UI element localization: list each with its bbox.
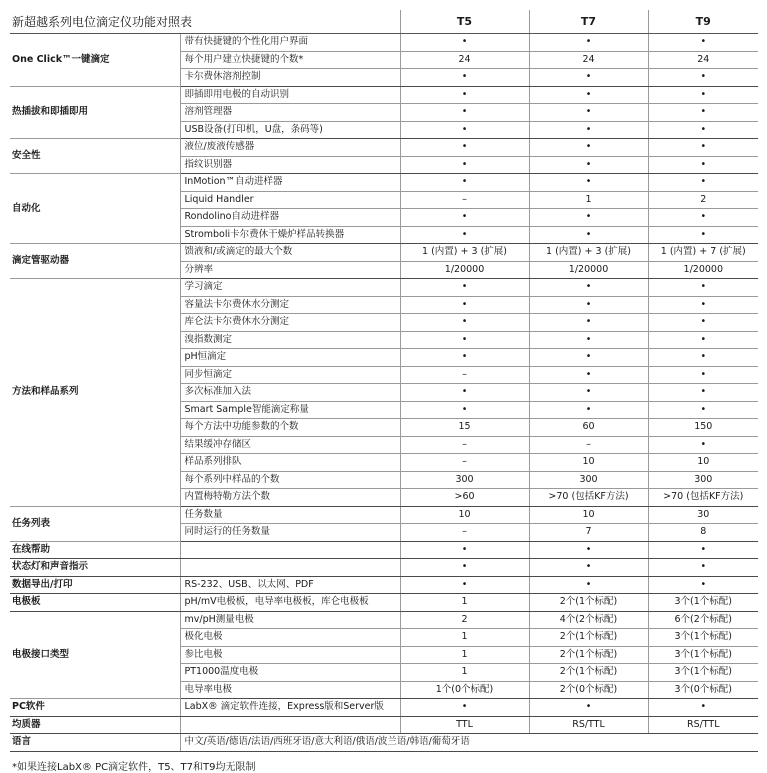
table-row xyxy=(10,139,758,157)
feature-cell: 样品系列排队 xyxy=(180,454,400,472)
feature-cell: RS-232、USB、以太网、PDF xyxy=(180,576,400,594)
category-cell: PC软件 xyxy=(10,699,180,717)
header-row xyxy=(10,10,758,34)
feature-cell: 容量法卡尔费休水分测定 xyxy=(180,296,400,314)
language-row xyxy=(10,734,758,752)
column-header-t7: T7 xyxy=(529,10,648,34)
value-cell-t7: 24 xyxy=(529,51,648,69)
value-cell-t9: 1 (内置) + 7 (扩展) xyxy=(648,244,758,262)
value-cell-t5: • xyxy=(400,576,529,594)
value-cell-t9: 3个(1个标配) xyxy=(648,629,758,647)
value-cell-t7: • xyxy=(529,34,648,52)
feature-cell: Stromboli卡尔费休干燥炉样品转换器 xyxy=(180,226,400,244)
value-cell-t9: • xyxy=(648,331,758,349)
value-cell-t9: 1/20000 xyxy=(648,261,758,279)
value-cell-t7: 10 xyxy=(529,454,648,472)
value-cell-t5: TTL xyxy=(400,716,529,734)
feature-cell: 指纹识别器 xyxy=(180,156,400,174)
value-cell-t7: 60 xyxy=(529,419,648,437)
value-cell-t9: • xyxy=(648,174,758,192)
value-cell-t7: • xyxy=(529,366,648,384)
value-cell-t5: 10 xyxy=(400,506,529,524)
category-cell: One Click™一键滴定 xyxy=(10,34,180,87)
value-cell-t5: • xyxy=(400,279,529,297)
table-row xyxy=(10,244,758,262)
feature-cell: 参比电极 xyxy=(180,646,400,664)
feature-cell: 每个系列中样品的个数 xyxy=(180,471,400,489)
value-cell-t7: • xyxy=(529,174,648,192)
table-row xyxy=(10,174,758,192)
table-row xyxy=(10,506,758,524)
value-cell-t5: 24 xyxy=(400,51,529,69)
value-cell-t9: 3个(1个标配) xyxy=(648,664,758,682)
value-cell-t5: – xyxy=(400,454,529,472)
feature-cell: 任务数量 xyxy=(180,506,400,524)
value-cell-t9: • xyxy=(648,156,758,174)
value-cell-t9: • xyxy=(648,699,758,717)
value-cell-t5: 1/20000 xyxy=(400,261,529,279)
table-title: 新超越系列电位滴定仪功能对照表 xyxy=(10,10,400,34)
language-list: 中文/英语/德语/法语/西班牙语/意大利语/俄语/波兰语/韩语/葡萄牙语 xyxy=(180,734,758,752)
value-cell-t5: 1 (内置) + 3 (扩展) xyxy=(400,244,529,262)
value-cell-t9: • xyxy=(648,226,758,244)
value-cell-t9: • xyxy=(648,576,758,594)
feature-cell: 同时运行的任务数量 xyxy=(180,524,400,542)
value-cell-t7: • xyxy=(529,331,648,349)
value-cell-t9: 2 xyxy=(648,191,758,209)
feature-cell: 库仑法卡尔费休水分测定 xyxy=(180,314,400,332)
value-cell-t7: • xyxy=(529,139,648,157)
value-cell-t5: • xyxy=(400,34,529,52)
feature-cell: 卡尔费休溶剂控制 xyxy=(180,69,400,87)
value-cell-t7: 1 (内置) + 3 (扩展) xyxy=(529,244,648,262)
value-cell-t9: • xyxy=(648,384,758,402)
value-cell-t5: • xyxy=(400,296,529,314)
feature-cell: 内置梅特勒方法个数 xyxy=(180,489,400,507)
feature-cell: 多次标准加入法 xyxy=(180,384,400,402)
feature-cell: 带有快捷键的个性化用户界面 xyxy=(180,34,400,52)
value-cell-t5: • xyxy=(400,86,529,104)
category-cell: 均质器 xyxy=(10,716,180,734)
value-cell-t5: – xyxy=(400,191,529,209)
category-cell: 任务列表 xyxy=(10,506,180,541)
category-cell: 自动化 xyxy=(10,174,180,244)
feature-cell: PT1000温度电极 xyxy=(180,664,400,682)
value-cell-t5: 1 xyxy=(400,646,529,664)
value-cell-t5: – xyxy=(400,366,529,384)
comparison-table xyxy=(10,10,758,752)
feature-cell: pH恒滴定 xyxy=(180,349,400,367)
table-row xyxy=(10,576,758,594)
category-cell: 在线帮助 xyxy=(10,541,180,559)
value-cell-t5: • xyxy=(400,209,529,227)
value-cell-t5: • xyxy=(400,384,529,402)
value-cell-t9: 3个(0个标配) xyxy=(648,681,758,699)
value-cell-t9: 24 xyxy=(648,51,758,69)
value-cell-t5: 15 xyxy=(400,419,529,437)
category-cell: 数据导出/打印 xyxy=(10,576,180,594)
value-cell-t5: • xyxy=(400,174,529,192)
value-cell-t7: 300 xyxy=(529,471,648,489)
value-cell-t9: 8 xyxy=(648,524,758,542)
value-cell-t5: 2 xyxy=(400,611,529,629)
value-cell-t7: >70 (包括KF方法) xyxy=(529,489,648,507)
value-cell-t9: • xyxy=(648,34,758,52)
feature-cell: InMotion™自动进样器 xyxy=(180,174,400,192)
table-row xyxy=(10,559,758,577)
value-cell-t7: • xyxy=(529,226,648,244)
feature-cell: pH/mV电极板，电导率电极板，库仑电极板 xyxy=(180,594,400,612)
feature-cell: Smart Sample智能滴定称量 xyxy=(180,401,400,419)
feature-cell: 分辨率 xyxy=(180,261,400,279)
column-header-t9: T9 xyxy=(648,10,758,34)
value-cell-t9: RS/TTL xyxy=(648,716,758,734)
value-cell-t7: • xyxy=(529,314,648,332)
value-cell-t7: 2个(1个标配) xyxy=(529,664,648,682)
value-cell-t9: 6个(2个标配) xyxy=(648,611,758,629)
table-row xyxy=(10,541,758,559)
value-cell-t5: 300 xyxy=(400,471,529,489)
value-cell-t9: • xyxy=(648,559,758,577)
value-cell-t5: – xyxy=(400,524,529,542)
value-cell-t7: • xyxy=(529,384,648,402)
value-cell-t5: • xyxy=(400,559,529,577)
value-cell-t5: • xyxy=(400,314,529,332)
value-cell-t9: • xyxy=(648,69,758,87)
feature-cell: 学习滴定 xyxy=(180,279,400,297)
value-cell-t9: • xyxy=(648,296,758,314)
value-cell-t7: • xyxy=(529,541,648,559)
table-row xyxy=(10,699,758,717)
value-cell-t5: • xyxy=(400,156,529,174)
feature-cell: 溴指数测定 xyxy=(180,331,400,349)
value-cell-t9: • xyxy=(648,314,758,332)
category-cell: 滴定管驱动器 xyxy=(10,244,180,279)
category-cell: 语言 xyxy=(10,734,180,752)
value-cell-t5: – xyxy=(400,436,529,454)
value-cell-t5: • xyxy=(400,401,529,419)
value-cell-t7: • xyxy=(529,121,648,139)
value-cell-t5: >60 xyxy=(400,489,529,507)
value-cell-t7: • xyxy=(529,104,648,122)
value-cell-t9: • xyxy=(648,86,758,104)
footnote: *如果连接LabX® PC滴定软件，T5、T7和T9均无限制 xyxy=(12,761,256,773)
feature-cell xyxy=(180,541,400,559)
value-cell-t7: 7 xyxy=(529,524,648,542)
value-cell-t5: • xyxy=(400,139,529,157)
table-row xyxy=(10,594,758,612)
value-cell-t5: 1 xyxy=(400,664,529,682)
feature-cell xyxy=(180,559,400,577)
value-cell-t5: 1 xyxy=(400,629,529,647)
value-cell-t5: • xyxy=(400,121,529,139)
value-cell-t7: • xyxy=(529,209,648,227)
value-cell-t7: • xyxy=(529,349,648,367)
feature-cell: Rondolino自动进样器 xyxy=(180,209,400,227)
value-cell-t9: • xyxy=(648,436,758,454)
value-cell-t7: 2个(0个标配) xyxy=(529,681,648,699)
value-cell-t7: RS/TTL xyxy=(529,716,648,734)
feature-cell: LabX® 滴定软件连接，Express版和Server版 xyxy=(180,699,400,717)
feature-cell: mv/pH测量电极 xyxy=(180,611,400,629)
value-cell-t9: • xyxy=(648,349,758,367)
column-header-t5: T5 xyxy=(400,10,529,34)
category-cell: 电极板 xyxy=(10,594,180,612)
value-cell-t7: – xyxy=(529,436,648,454)
value-cell-t7: • xyxy=(529,699,648,717)
value-cell-t7: 4个(2个标配) xyxy=(529,611,648,629)
feature-cell: 极化电极 xyxy=(180,629,400,647)
value-cell-t9: • xyxy=(648,366,758,384)
value-cell-t7: 2个(1个标配) xyxy=(529,629,648,647)
feature-cell xyxy=(180,716,400,734)
table-row xyxy=(10,716,758,734)
value-cell-t7: • xyxy=(529,559,648,577)
value-cell-t7: 2个(1个标配) xyxy=(529,594,648,612)
feature-cell: 即插即用电极的自动识别 xyxy=(180,86,400,104)
value-cell-t5: • xyxy=(400,699,529,717)
value-cell-t9: • xyxy=(648,104,758,122)
value-cell-t9: • xyxy=(648,401,758,419)
value-cell-t7: • xyxy=(529,279,648,297)
comparison-sheet xyxy=(10,10,758,773)
category-cell: 热插拔和即插即用 xyxy=(10,86,180,139)
feature-cell: 每个用户建立快捷键的个数* xyxy=(180,51,400,69)
feature-cell: 同步恒滴定 xyxy=(180,366,400,384)
value-cell-t7: • xyxy=(529,576,648,594)
value-cell-t9: • xyxy=(648,279,758,297)
table-row xyxy=(10,34,758,52)
value-cell-t9: 300 xyxy=(648,471,758,489)
value-cell-t7: 2个(1个标配) xyxy=(529,646,648,664)
value-cell-t9: 10 xyxy=(648,454,758,472)
table-body xyxy=(10,34,758,752)
feature-cell: USB设备(打印机，U盘，条码等) xyxy=(180,121,400,139)
value-cell-t7: • xyxy=(529,86,648,104)
feature-cell: 液位/废液传感器 xyxy=(180,139,400,157)
value-cell-t5: • xyxy=(400,69,529,87)
value-cell-t5: • xyxy=(400,226,529,244)
value-cell-t9: 3个(1个标配) xyxy=(648,646,758,664)
value-cell-t9: >70 (包括KF方法) xyxy=(648,489,758,507)
value-cell-t9: • xyxy=(648,139,758,157)
value-cell-t7: • xyxy=(529,69,648,87)
category-cell: 电极接口类型 xyxy=(10,611,180,699)
value-cell-t5: • xyxy=(400,331,529,349)
feature-cell: 馈液和/或滴定的最大个数 xyxy=(180,244,400,262)
feature-cell: 结果缓冲存储区 xyxy=(180,436,400,454)
value-cell-t9: • xyxy=(648,121,758,139)
table-row xyxy=(10,86,758,104)
table-row xyxy=(10,611,758,629)
value-cell-t5: • xyxy=(400,541,529,559)
value-cell-t9: 30 xyxy=(648,506,758,524)
category-cell: 状态灯和声音指示 xyxy=(10,559,180,577)
table-row xyxy=(10,279,758,297)
value-cell-t9: 150 xyxy=(648,419,758,437)
value-cell-t7: • xyxy=(529,401,648,419)
value-cell-t7: • xyxy=(529,156,648,174)
value-cell-t5: 1个(0个标配) xyxy=(400,681,529,699)
value-cell-t9: • xyxy=(648,209,758,227)
feature-cell: 电导率电极 xyxy=(180,681,400,699)
feature-cell: 溶剂管理器 xyxy=(180,104,400,122)
value-cell-t5: • xyxy=(400,349,529,367)
value-cell-t7: 10 xyxy=(529,506,648,524)
value-cell-t7: 1 xyxy=(529,191,648,209)
value-cell-t9: 3个(1个标配) xyxy=(648,594,758,612)
feature-cell: Liquid Handler xyxy=(180,191,400,209)
value-cell-t5: 1 xyxy=(400,594,529,612)
value-cell-t7: • xyxy=(529,296,648,314)
feature-cell: 每个方法中功能参数的个数 xyxy=(180,419,400,437)
value-cell-t7: 1/20000 xyxy=(529,261,648,279)
category-cell: 安全性 xyxy=(10,139,180,174)
value-cell-t5: • xyxy=(400,104,529,122)
value-cell-t9: • xyxy=(648,541,758,559)
category-cell: 方法和样品系列 xyxy=(10,279,180,507)
